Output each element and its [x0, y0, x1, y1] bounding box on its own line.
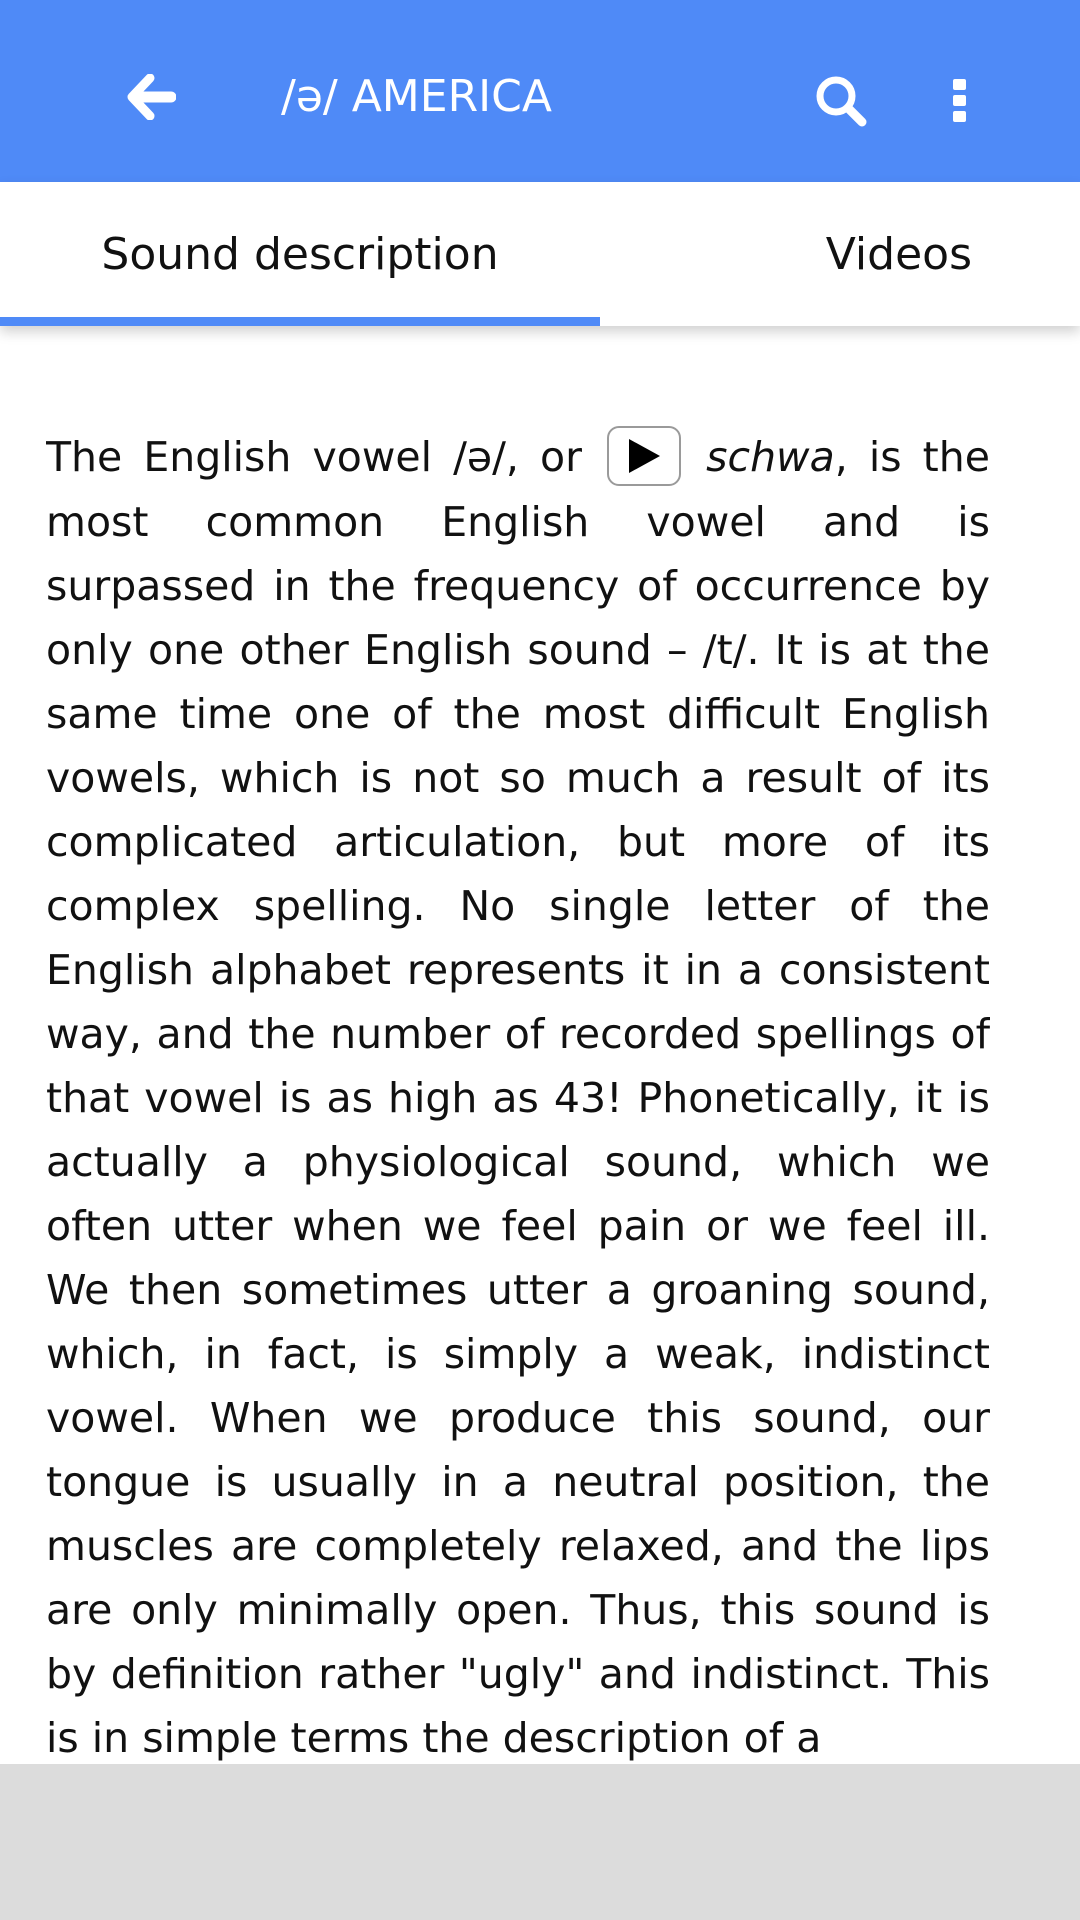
tab-sound-description[interactable] [0, 182, 600, 326]
search-icon [814, 74, 868, 128]
tab-videos[interactable] [600, 182, 1080, 326]
active-tab-indicator [0, 317, 600, 326]
tab-label: Videos [825, 228, 972, 280]
play-schwa-button[interactable] [607, 426, 681, 486]
body-text: , is the most common English vowel and is surpassed in the frequency of occurrence by only one other English sound – /t/. It is at the same time one of the most difficult English vowels, which is not so much a result of its complicated articulation, but more of its complex spelling. No single letter of the English alphabet represents it in a consistent way, and the number of recorded spellings of that vowel is as high as 43! Phonetically, it is actually a physiological sound, which we often utter when we feel pain or we feel ill. We then sometimes utter a groaning sound, which, in fact, is simply a weak, indistinct vowel. When we produce this sound, our tongue is usually in a neutral position, the muscles are completely relaxed, and the lips are only minimally open. Thus, this sound is by definition rather "ugly" and indistinct. This is in simple terms the description of a [46, 433, 990, 1762]
sound-description-text [46, 425, 990, 1765]
bottom-panel [0, 1764, 1080, 1920]
term-schwa: schwa [706, 433, 835, 481]
arrow-left-icon [126, 74, 176, 120]
intro-text: The English vowel /ə/, or [46, 433, 582, 481]
search-button[interactable] [808, 68, 874, 134]
tab-bar [0, 182, 1080, 326]
play-icon [626, 437, 662, 475]
more-options-button[interactable] [936, 68, 984, 134]
back-button[interactable] [118, 64, 184, 130]
page-title: /ə/ AMERICA [281, 71, 552, 122]
app-bar [0, 0, 1080, 182]
more-vertical-icon [952, 78, 968, 124]
tab-label: Sound description [101, 228, 499, 280]
